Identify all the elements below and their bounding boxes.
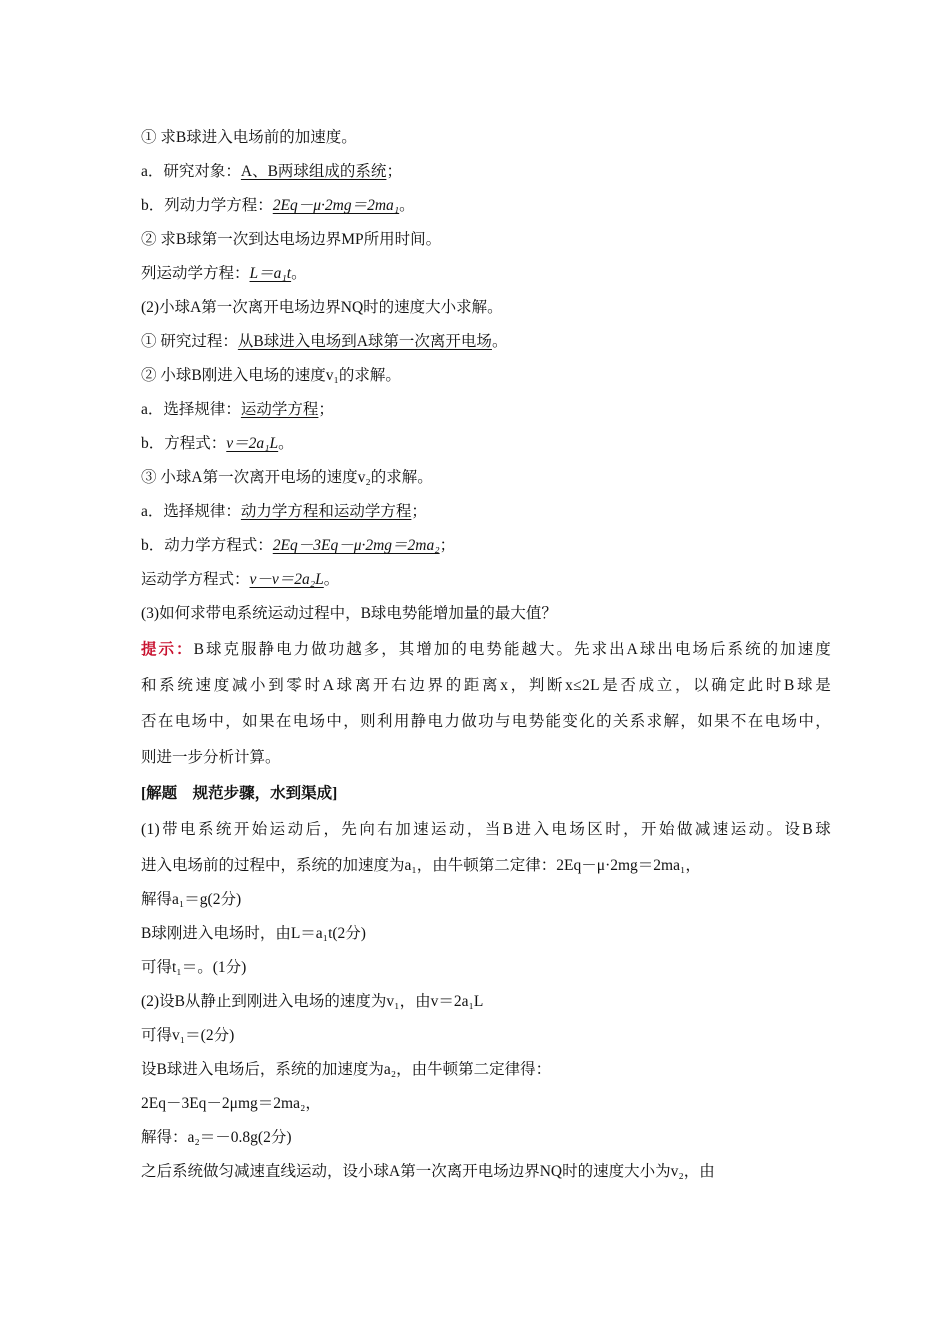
answer-blank: 动力学方程和运动学方程 — [240, 503, 412, 520]
solution-line: (1)带电系统开始运动后，先向右加速运动，当B进入电场区时，开始做减速运动。设B球 — [141, 821, 831, 838]
solution-line: 进入电场前的过程中，系统的加速度为a₁，由牛顿第二定律：2Eq－μ·2mg＝2ma₁， — [141, 857, 701, 874]
hint-label: 提示： — [141, 641, 194, 658]
text-line: (3)如何求带电系统运动过程中，B球电势能增加量的最大值？ — [141, 605, 557, 622]
hint-line: 则进一步分析计算。 — [141, 749, 281, 766]
answer-blank: 从B球进入电场到A球第一次离开电场 — [237, 333, 492, 350]
hint-line: 和系统速度减小到零时A球离开右边界的距离x，判断x≤2L是否成立，以确定此时B球是 — [141, 677, 831, 694]
answer-blank: 运动学方程 — [240, 401, 319, 418]
solution-line: 可得v₁＝(2分) — [141, 1027, 235, 1044]
text-line: a．研究对象：A、B两球组成的系统； — [141, 163, 402, 180]
solution-line: 设B球进入电场后，系统的加速度为a₂，由牛顿第二定律得： — [141, 1061, 552, 1078]
solution-line: 可得t₁＝。(1分) — [141, 959, 247, 976]
answer-blank: 2Eq－μ·2mg＝2ma₁ — [272, 197, 400, 214]
text-line: ② 小球B刚进入电场的速度v₁的求解。 — [141, 367, 401, 384]
solution-line: 2Eq－3Eq－2μmg＝2ma₂， — [141, 1095, 321, 1112]
text-line: ③ 小球A第一次离开电场的速度v₂的求解。 — [141, 469, 433, 486]
answer-blank: v－v＝2a₂L — [249, 571, 324, 588]
solution-line: 解得：a₂＝－0.8g(2分) — [141, 1129, 292, 1146]
solution-line: B球刚进入电场时，由L＝a₁t(2分) — [141, 925, 366, 942]
text-line: a．选择规律：运动学方程； — [141, 401, 334, 418]
text-line: ① 求B球进入电场前的加速度。 — [141, 129, 357, 146]
text-line: 列运动学方程：L＝a₁t。 — [141, 265, 307, 282]
text-line: (2)小球A第一次离开电场边界NQ时的速度大小求解。 — [141, 299, 503, 316]
text-line: 运动学方程式：v－v＝2a₂L。 — [141, 571, 340, 588]
answer-blank: v＝2a₁L — [226, 435, 279, 452]
text-line: a．选择规律：动力学方程和运动学方程； — [141, 503, 427, 520]
solution-line: 解得a₁＝g(2分) — [141, 891, 242, 908]
text-line: b．动力学方程式：2Eq－3Eq－μ·2mg＝2ma₂； — [141, 537, 456, 554]
hint-line: 提示：B球克服静电力做功越多，其增加的电势能越大。先求出A球出电场后系统的加速度 — [141, 641, 831, 658]
hint-line: 否在电场中，如果在电场中，则利用静电力做功与电势能变化的关系求解，如果不在电场中， — [141, 713, 831, 730]
answer-blank: 2Eq－3Eq－μ·2mg＝2ma₂ — [272, 537, 440, 554]
text-line: ② 求B球第一次到达电场边界MP所用时间。 — [141, 231, 442, 248]
text-line: b．列动力学方程：2Eq－μ·2mg＝2ma₁。 — [141, 197, 415, 214]
solution-line: 之后系统做匀减速直线运动，设小球A第一次离开电场边界NQ时的速度大小为v₂，由 — [141, 1163, 715, 1180]
answer-blank: L＝a₁t — [249, 265, 292, 282]
text-line: b．方程式：v＝2a₁L。 — [141, 435, 294, 452]
section-title: [解题 规范步骤，水到渠成] — [141, 785, 338, 802]
solution-line: (2)设B从静止到刚进入电场的速度为v₁，由v＝2a₁L — [141, 993, 484, 1010]
text-line: ① 研究过程：从B球进入电场到A球第一次离开电场。 — [141, 333, 508, 350]
answer-blank: A、B两球组成的系统 — [240, 163, 387, 180]
